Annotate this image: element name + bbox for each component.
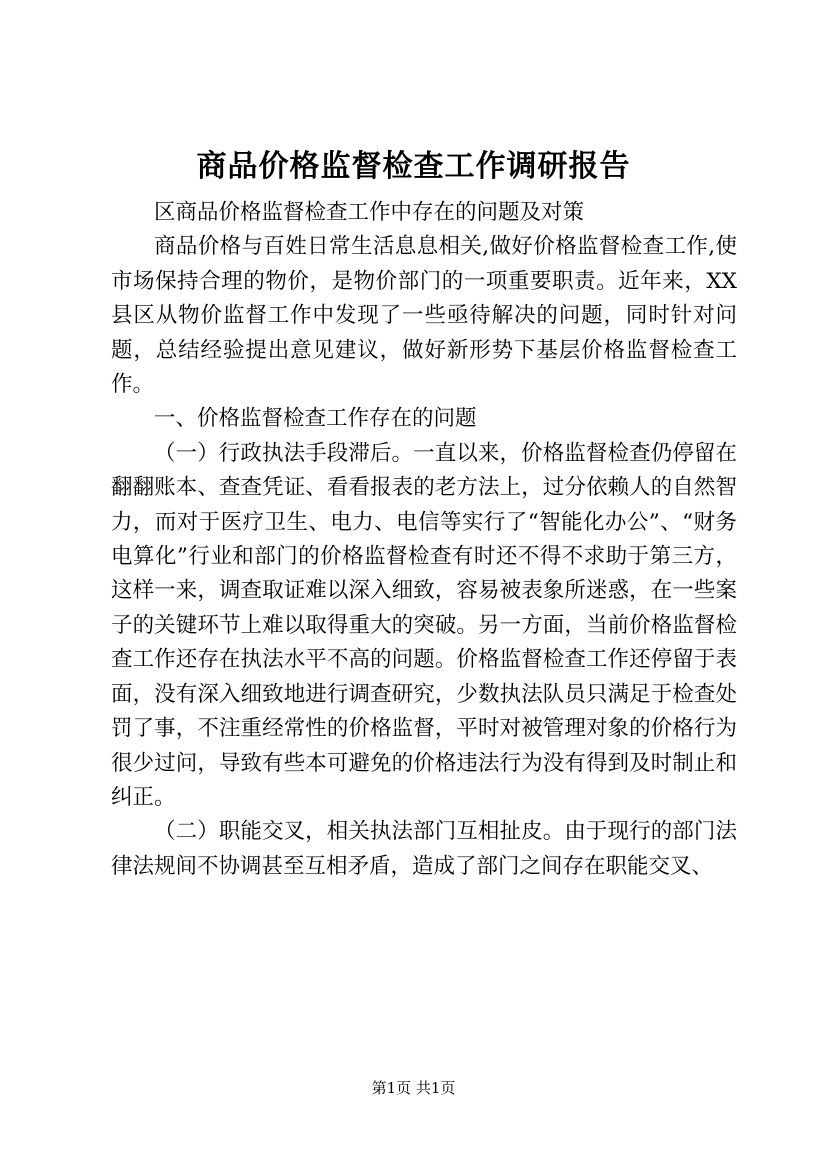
intro-paragraph: 商品价格与百姓日常生活息息相关,做好价格监督检查工作,使市场保持合理的物价，是物价部门的一项重要职责。近年来，XX县区从物价监督工作中发现了一些亟待解决的问题，同时针对问题，总结经验提出意见建议，做好新形势下基层价格监督检查工作。 — [111, 234, 737, 398]
document-title: 商品价格监督检查工作调研报告 — [196, 149, 631, 184]
subtitle-paragraph: 区商品价格监督检查工作中存在的问题及对策 — [154, 200, 585, 225]
page-footer: 第1页 共1页 — [371, 1079, 456, 1097]
body-paragraph: （二）职能交叉，相关执法部门互相扯皮。由于现行的部门法律法规间不协调甚至互相矛盾，造成了部门之间存在职能交叉、 — [111, 819, 737, 879]
section-heading: 一、价格监督检查工作存在的问题 — [154, 406, 477, 432]
body-paragraph: （一）行政执法手段滞后。一直以来，价格监督检查仍停留在翻翻账本、查查凭证、看看报表的老方法上，过分依赖人的自然智力，而对于医疗卫生、电力、电信等实行了“智能化办公”、“财务电算化”行业和部门的价格监督检查有时还不得不求助于第三方，这样一来，调查取证难以深入细致，容易被表象所迷惑，在一些案子的关键环节上难以取得重大的突破。另一方面，当前价格监督检查工作还存在执法水平不高的问题。价格监督检查工作还停留于表面，没有深入细致地进行调查研究，少数执法队员只满足于检查处罚了事，不注重经常性的价格监督，平时对被管理对象的价格行为很少过问，导致有些本可避免的价格违法行为没有得到及时制止和纠正。 — [111, 440, 737, 810]
document-body — [111, 196, 737, 884]
